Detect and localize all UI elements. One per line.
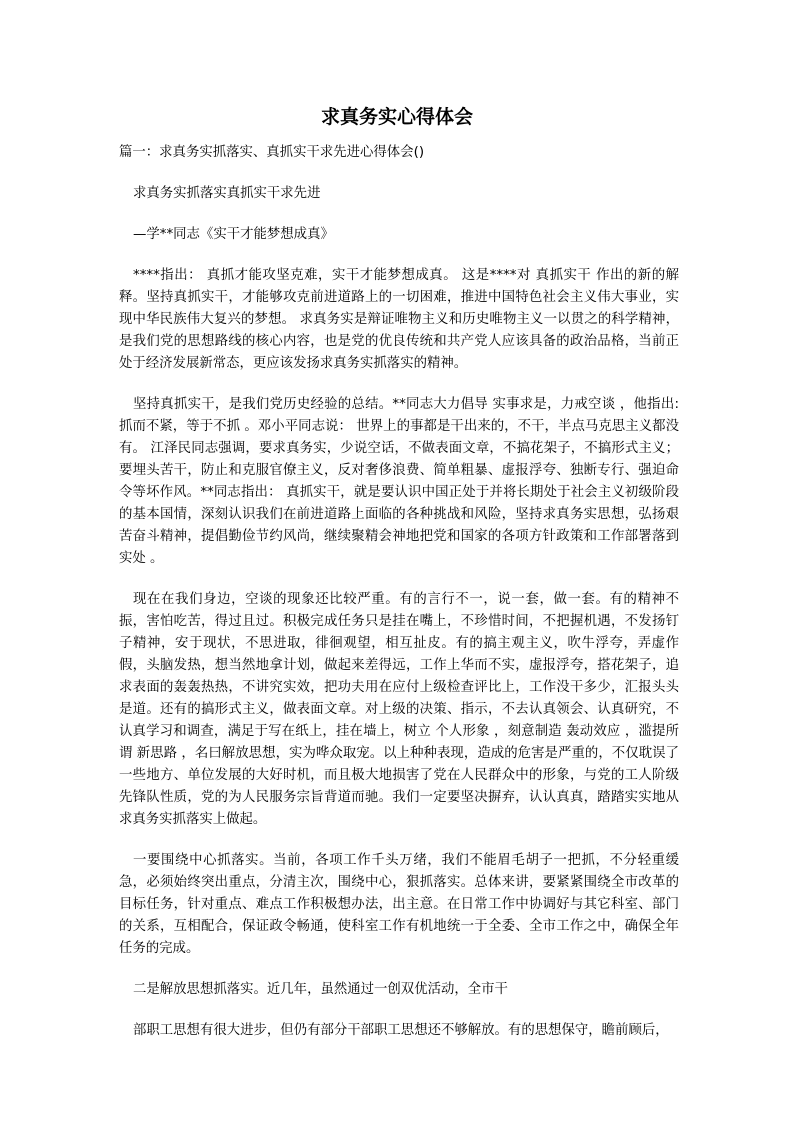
- paragraph-history: 坚持真抓实干，是我们党历史经验的总结。**同志大力倡导 实事求是，力戒空谈 ，他指出: 抓而不紧，等于不抓 。邓小平同志说： 世界上的事都是干出来的，不干，半点马克思主义都没有。 江泽民同志强调，要求真务实，少说空话，不做表面文章，不搞花架子，不搞形式主义；要埋头苦干，防止和克服官僚主义，反对奢侈浪费、简单粗暴、虚报浮夸、独断专行、强迫命令等坏作风。**同志指出： 真抓实干，就是要认识中国正处于并将长期处于社会主义初级阶段的基本国情，深刻认识我们在前进道路上面临的各种挑战和风险，坚持求真务实思想，弘扬艰苦奋斗精神，提倡勤俭节约风尚，继续聚精会神地把党和国家的各项方针政策和工作部署落到实处 。: [119, 397, 679, 566]
- paragraph-heading: 篇一：求真务实抓落实、真抓实干求先进心得体会(): [119, 145, 425, 160]
- paragraph-subtitle: 求真务实抓落实真抓实干求先进: [133, 186, 321, 201]
- paragraph-continuation: 部职工思想有很大进步，但仍有部分干部职工思想还不够解放。有的思想保守，瞻前顾后，: [133, 1023, 669, 1038]
- paragraph-point-two: 二是解放思想抓落实。近几年，虽然通过一创双优活动，全市干: [133, 982, 508, 997]
- paragraph-source: —学**同志《实干才能梦想成真》: [133, 227, 334, 242]
- paragraph-problems: 现在在我们身边，空谈的现象还比较严重。有的言行不一，说一套，做一套。有的精神不振，害怕吃苦，得过且过。积极完成任务只是挂在嘴上，不珍惜时间，不把握机遇，不发扬钉子精神，安于现状，不思进取，徘徊观望，相互扯皮。有的搞主观主义，吹牛浮夸，弄虚作假，头脑发热，想当然地拿计划，做起来差得远，工作上华而不实，虚报浮夸，搭花架子，追求表面的轰轰热热，不讲究实效，把功夫用在应付上级检查评比上，工作没干多少，汇报头头是道。还有的搞形式主义，做表面文章。对上级的决策、指示，不去认真领会、认真研究，不认真学习和调查，满足于写在纸上，挂在墙上，树立 个人形象 ，刻意制造 轰动效应 ，滥提所谓 新思路 ，名曰解放思想，实为哗众取宠。以上种种表现，造成的危害是严重的，不仅耽误了一些地方、单位发展的大好时机，而且极大地损害了党在人民群众中的形象，与党的工人阶级先锋队性质，党的为人民服务宗旨背道而驰。我们一定要坚决摒弃，认认真真，踏踏实实地从求真务实抓落实上做起。: [119, 592, 679, 827]
- paragraph-point-one: 一要围绕中心抓落实。当前，各项工作千头万绪，我们不能眉毛胡子一把抓，不分轻重缓急，必须始终突出重点，分清主次，围绕中心，狠抓落实。总体来讲，要紧紧围绕全市改革的目标任务，针对重点、难点工作积极想办法，出主意。在日常工作中协调好与其它科室、部门的关系，互相配合，保证政令畅通，使科室工作有机地统一于全委、全市工作之中，确保全年任务的完成。: [119, 853, 679, 956]
- document-body: [119, 142, 679, 1061]
- paragraph-intro: ****指出： 真抓才能攻坚克难，实干才能梦想成真。 这是****对 真抓实干 作出的新的解释。坚持真抓实干，才能够攻克前进道路上的一切困难，推进中国特色社会主义伟大事业，实现中华民族伟大复兴的梦想。 求真务实是辩证唯物主义和历史唯物主义一以贯之的科学精神，是我们党的思想路线的核心内容，也是党的优良传统和共产党人应该具备的政治品格，当前正处于经济发展新常态，更应该发扬求真务实抓落实的精神。: [119, 268, 679, 371]
- document-title: 求真务实心得体会: [320, 106, 473, 128]
